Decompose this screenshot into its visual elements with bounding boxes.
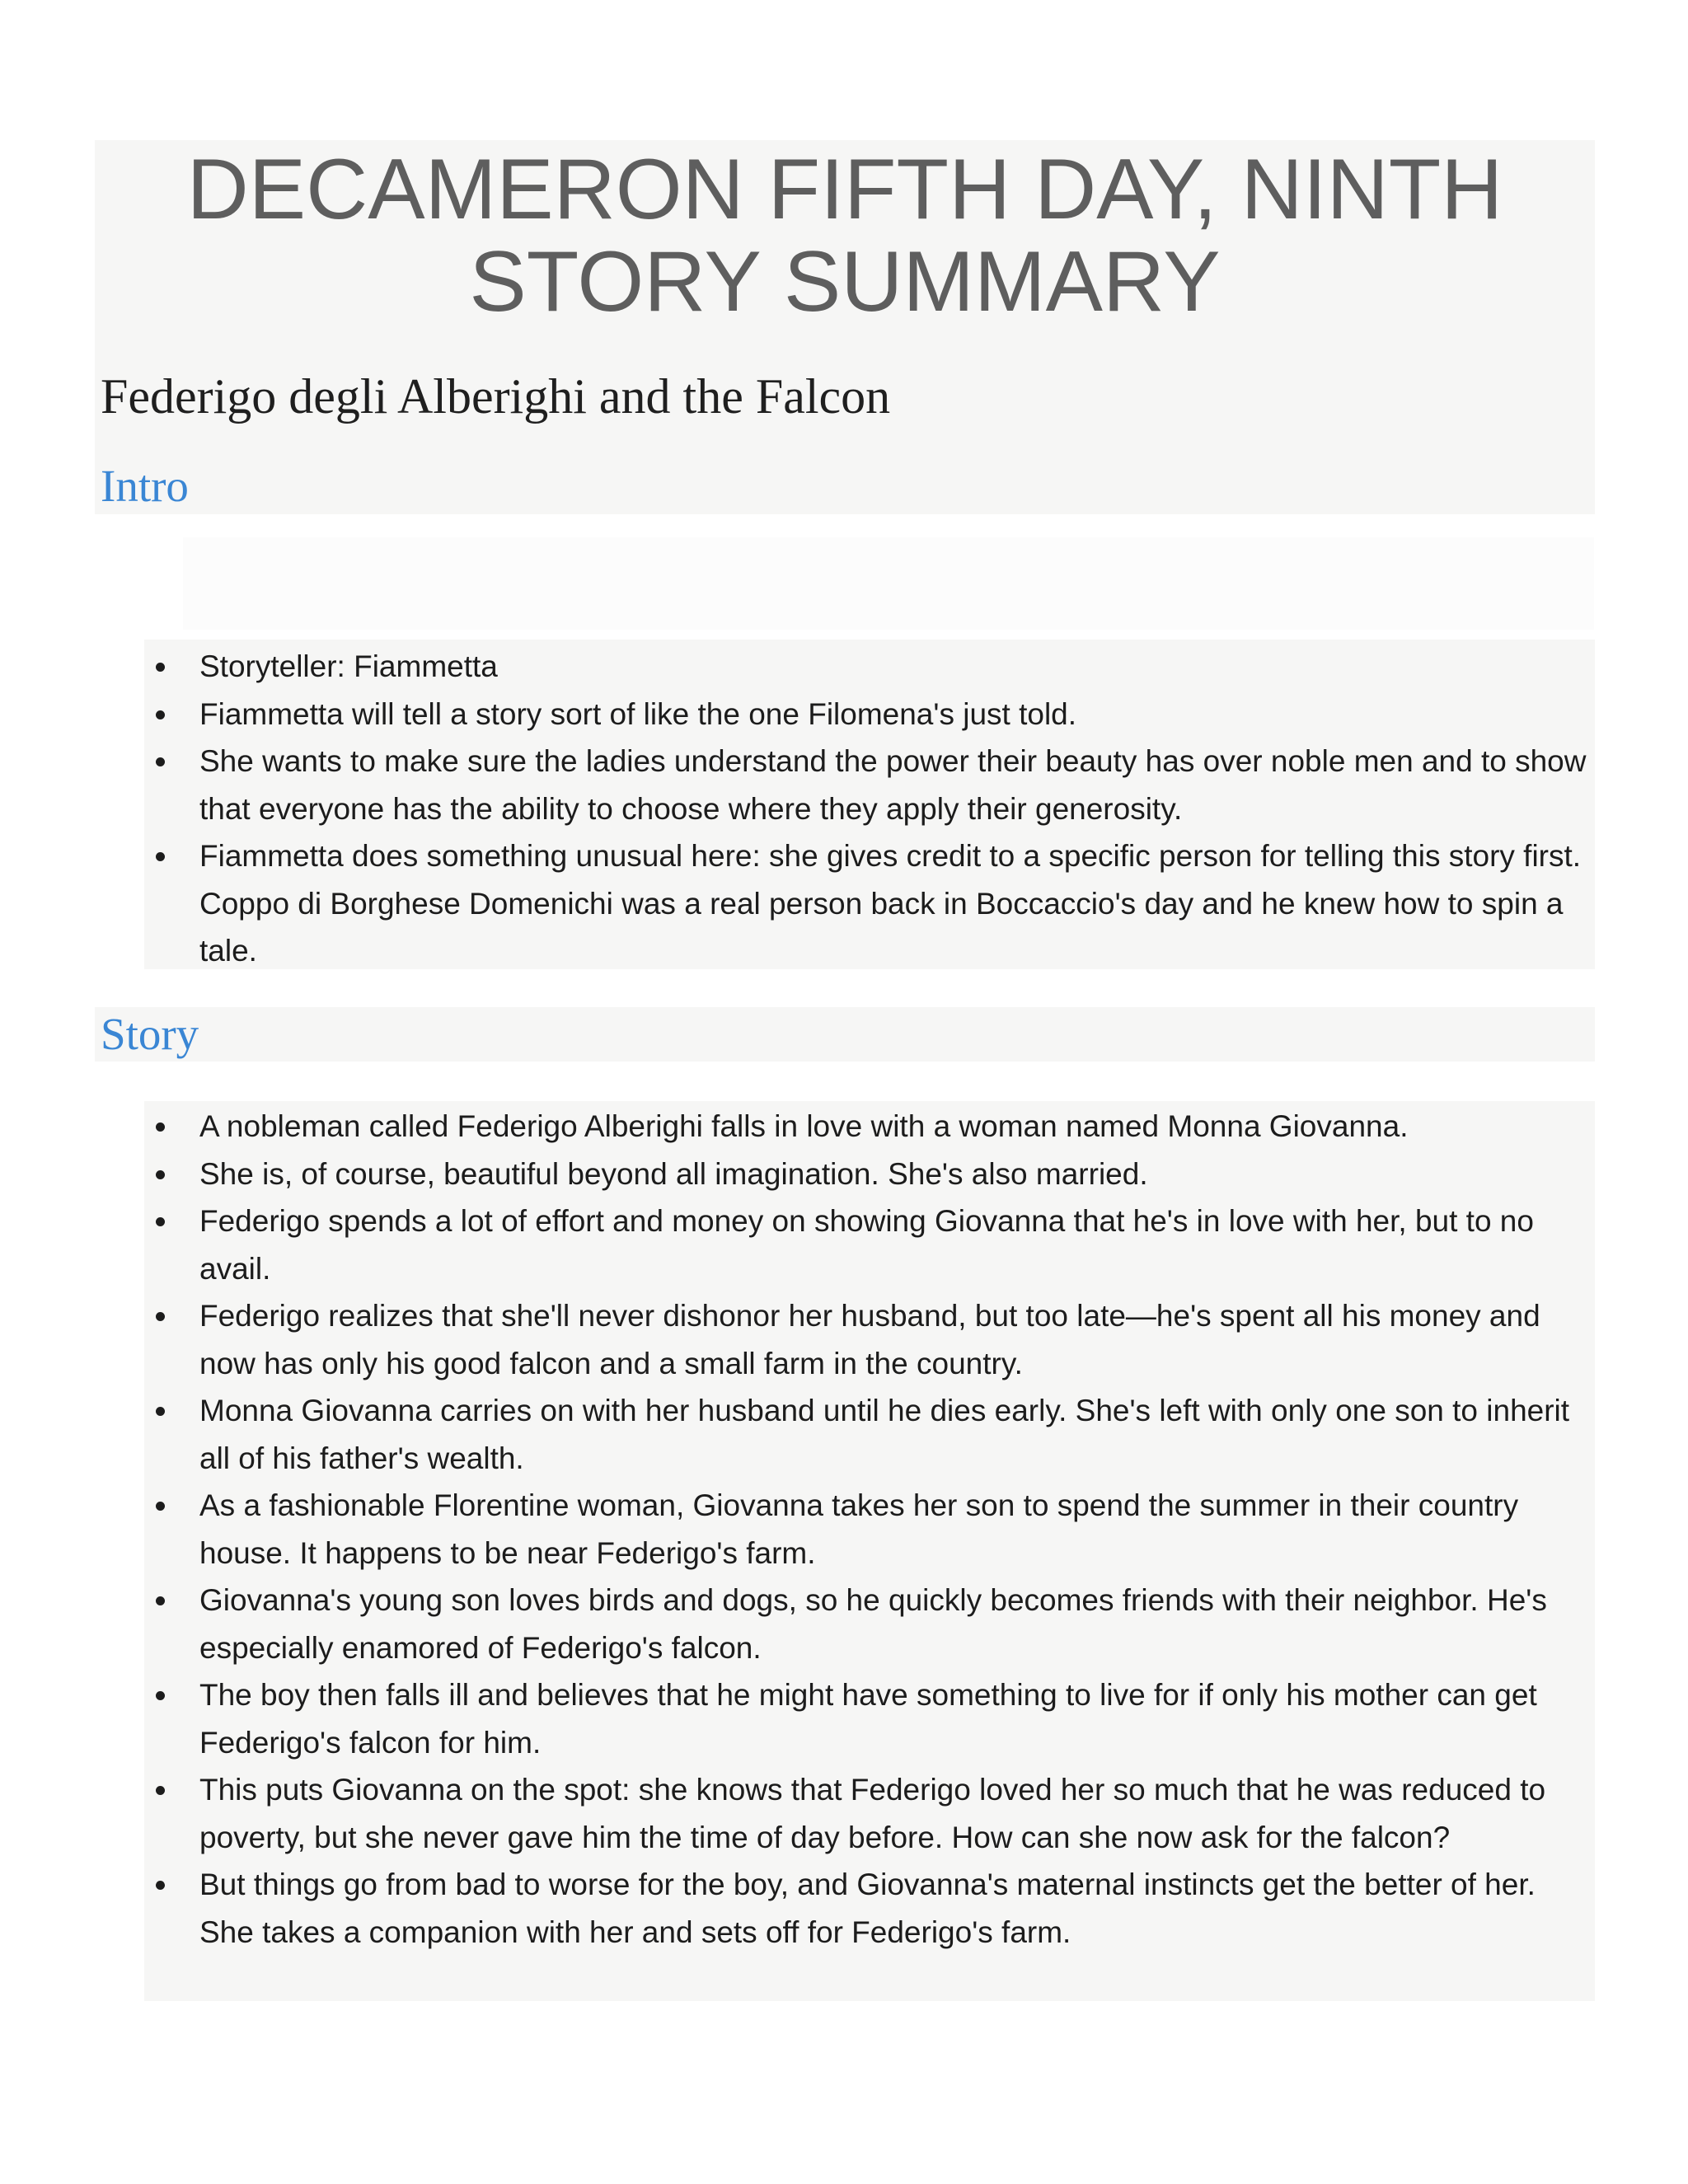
list-item-text: She is, of course, beautiful beyond all imagination. She's also married. [199,1156,1148,1191]
list-item [144,1671,1595,1766]
section-heading-intro: Intro [101,461,189,511]
bullet-icon [156,710,165,719]
list-item-text: A nobleman called Federigo Alberighi falls in love with a woman named Monna Giovanna. [199,1109,1409,1143]
intro-bullet-list [144,640,1595,975]
list-item [144,1103,1595,1151]
list-item-text: This puts Giovanna on the spot: she knows that Federigo loved her so much that he was reduced to poverty, but she never gave him the time of day before. How can she now ask for the falcon? [199,1773,1546,1854]
bullet-icon [156,1122,165,1132]
bullet-icon [156,1312,165,1321]
list-item-text: Fiammetta does something unusual here: she gives credit to a specific person for telling this story first. Coppo di Borghese Domenichi was a real person back in Boccaccio's day and he knew how to spin a tale. [199,839,1582,968]
bullet-icon [156,1170,165,1179]
list-item [144,1197,1595,1292]
list-item [144,691,1595,738]
list-item-text: As a fashionable Florentine woman, Giovanna takes her son to spend the summer in their country house. It happens to be near Federigo's farm. [199,1488,1519,1570]
list-item [144,1151,1595,1198]
page-title: DECAMERON FIFTH DAY, NINTH STORY SUMMARY [186,142,1503,330]
story-list-block [144,1101,1595,2001]
list-item-text: The boy then falls ill and believes that he might have something to live for if only his mother can get Federigo's falcon for him. [199,1678,1537,1760]
list-item [144,1387,1595,1482]
list-item-text: Giovanna's young son loves birds and dogs, so he quickly becomes friends with their neighbor. He's especially enamored of Federigo's falcon. [199,1583,1547,1665]
bullet-icon [156,1786,165,1795]
bullet-icon [156,663,165,672]
list-item-text: Federigo realizes that she'll never dishonor her husband, but too late—he's spent all his money and now has only his good falcon and a small farm in the country. [199,1299,1540,1380]
list-item [144,1577,1595,1671]
bullet-icon [156,1881,165,1890]
list-item [144,1482,1595,1577]
list-item-text: But things go from bad to worse for the boy, and Giovanna's maternal instincts get the better of her. She takes a companion with her and sets off for Federigo's farm. [199,1868,1536,1949]
page-subtitle: Federigo degli Alberighi and the Falcon [101,369,891,424]
list-item [144,1861,1595,1956]
list-item-text: Storyteller: Fiammetta [199,649,498,683]
list-item-text: Fiammetta will tell a story sort of like the one Filomena's just told. [199,696,1077,731]
list-item [144,738,1595,832]
bullet-icon [156,757,165,766]
list-item [144,832,1595,975]
bullet-icon [156,852,165,861]
list-item [144,1766,1595,1861]
empty-block [183,537,1594,630]
intro-list-block [144,640,1595,969]
story-bullet-list [144,1101,1595,1956]
title-block [95,140,1595,514]
list-item [144,1292,1595,1387]
section-heading-story: Story [101,1009,199,1059]
list-item [144,643,1595,691]
list-item-text: She wants to make sure the ladies understand the power their beauty has over noble men and to show that everyone has the ability to choose where they apply their generosity. [199,744,1587,826]
bullet-icon [156,1502,165,1511]
bullet-icon [156,1217,165,1226]
bullet-icon [156,1407,165,1416]
list-item-text: Monna Giovanna carries on with her husband until he dies early. She's left with only one son to inherit all of his father's wealth. [199,1394,1570,1475]
bullet-icon [156,1691,165,1700]
story-heading-band [95,1007,1595,1062]
bullet-icon [156,1596,165,1605]
list-item-text: Federigo spends a lot of effort and money on showing Giovanna that he's in love with her, but to no avail. [199,1204,1534,1286]
